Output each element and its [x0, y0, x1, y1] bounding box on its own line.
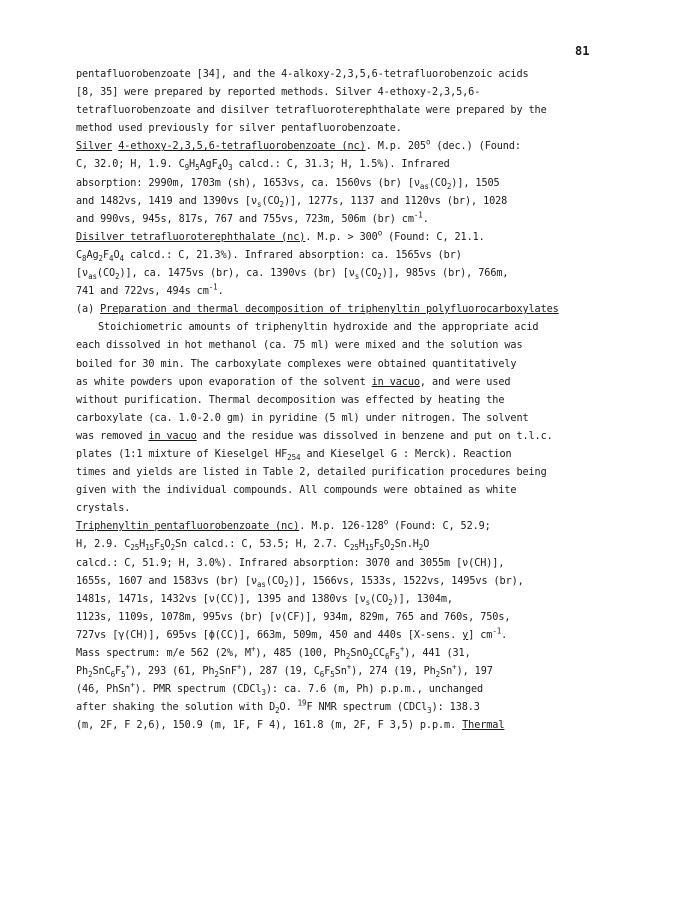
text-run: (CO	[96, 268, 116, 280]
text-run: H	[139, 539, 146, 551]
subscript: s	[354, 272, 360, 282]
text-run: given with the individual compounds. All compounds were obtained as white	[76, 485, 517, 497]
text-run: was removed	[76, 430, 149, 442]
text-run: SnF	[218, 666, 237, 678]
superscript: +	[452, 662, 457, 672]
text-run: ), 293 (61, Ph	[129, 666, 215, 678]
subscript: 2	[98, 253, 103, 263]
text-run: Triphenyltin pentafluorobenzoate (nc)	[76, 521, 300, 533]
text-line	[76, 66, 616, 84]
subscript: 254	[287, 453, 301, 462]
subscript: 5	[121, 670, 126, 680]
text-run: in vacuo	[371, 376, 420, 388]
text-run: [8, 35] were prepared by reported methods. Silver 4-ethoxy-2,3,5,6-	[76, 87, 481, 99]
text-line	[76, 482, 616, 500]
text-line	[76, 138, 616, 156]
text-line	[76, 283, 616, 301]
text-line	[76, 102, 616, 120]
text-run: Silver	[76, 141, 113, 153]
text-line	[76, 156, 616, 174]
text-run: SnC	[92, 666, 111, 678]
text-run: (m, 2F, F 2,6), 150.9 (m, 1F, F 4), 161.8 (m, 2F, F 3,5) p.p.m.	[76, 720, 463, 732]
text-run: (CO	[359, 268, 378, 280]
text-run: F	[115, 666, 122, 678]
text-run: Thermal	[462, 720, 505, 732]
text-run: crystals.	[76, 503, 131, 515]
text-line	[76, 663, 616, 681]
text-run: method used previously for silver pentafluorobenzoate.	[76, 123, 402, 135]
subscript: 2	[88, 670, 93, 680]
text-run: F	[389, 648, 396, 659]
text-run: )], 985vs (br), 766m,	[381, 268, 509, 280]
subscript: 3	[228, 163, 233, 173]
text-run: ), 287 (19, C	[241, 666, 320, 678]
superscript: o	[377, 228, 383, 238]
subscript: 5	[395, 652, 400, 662]
text-run: ): 138.3	[431, 702, 480, 714]
text-run: (CO	[265, 575, 284, 587]
text-run: (CO	[428, 177, 447, 189]
subscript: 9	[184, 163, 190, 173]
body-text	[76, 66, 616, 735]
superscript: +	[236, 662, 242, 672]
subscript: 2	[170, 543, 175, 553]
subscript: 25	[130, 543, 140, 553]
text-run: O	[164, 539, 171, 551]
text-run: F	[102, 249, 110, 261]
text-run: F	[373, 539, 380, 551]
text-line	[76, 337, 616, 355]
text-run: [ν	[76, 268, 89, 280]
text-run: .	[217, 286, 224, 298]
text-run: (Found: C, 21.1.	[382, 231, 485, 243]
text-run: )], 1277s, 1137 and 1120vs (br), 1028	[283, 195, 508, 207]
text-line	[76, 500, 616, 518]
text-line	[76, 356, 616, 374]
superscript: 19	[297, 698, 307, 708]
text-run: ), 441 (31,	[404, 648, 471, 659]
subscript: as	[257, 579, 266, 589]
text-run: ), 274 (19, Ph	[351, 666, 436, 678]
text-run: ). PMR spectrum (CDCl	[134, 684, 262, 696]
text-run: )], ca. 1475vs (br), ca. 1390vs (br) [ν	[119, 268, 355, 280]
subscript: as	[88, 272, 97, 282]
text-run: 4-ethoxy-2,3,5,6-tetrafluorobenzoate (nc)	[118, 141, 366, 153]
text-line	[76, 609, 616, 627]
subscript: 4	[109, 253, 114, 263]
text-run: Sn	[334, 666, 347, 678]
subscript: 2	[275, 706, 280, 716]
text-line	[76, 319, 616, 337]
text-line	[76, 555, 616, 573]
superscript: +	[399, 644, 405, 654]
text-run: y	[462, 629, 469, 641]
text-line	[76, 518, 616, 536]
text-run: (a)	[76, 304, 101, 316]
text-line	[76, 211, 616, 229]
subscript: 5	[160, 543, 165, 553]
text-run: 727vs [γ(CH)], 695vs [ϕ(CC)], 663m, 509m, 450 and 440s [X-sens.	[76, 629, 463, 641]
text-run: (CO	[261, 195, 280, 207]
text-run: (46, PhSn	[76, 684, 131, 696]
subscript: 6	[319, 670, 325, 680]
text-run: 1123s, 1109s, 1078m, 995vs (br) [ν(CF)], 934m, 829m, 765 and 760s, 750s,	[76, 611, 511, 623]
subscript: as	[419, 181, 429, 191]
text-line	[76, 536, 616, 554]
superscript: +	[125, 662, 130, 672]
text-line	[76, 229, 616, 247]
text-run: Sn	[440, 666, 453, 678]
subscript: 25	[349, 543, 359, 553]
text-run: ] cm	[468, 629, 493, 641]
text-line	[76, 392, 616, 410]
text-run: 1481s, 1471s, 1432vs [ν(CC)], 1395 and 1380vs [ν	[76, 593, 366, 605]
text-line	[76, 428, 616, 446]
text-run: calcd.: C, 21.3%). Infrared absorption: ca. 1565vs (br)	[123, 249, 462, 261]
subscript: 2	[390, 543, 395, 553]
text-run: Sn.H	[394, 539, 419, 551]
text-run: O.	[279, 702, 298, 714]
text-line	[76, 265, 616, 283]
text-run: F	[154, 539, 161, 551]
text-run: ): ca. 7.6 (m, Ph) p.p.m., unchanged	[265, 684, 484, 696]
text-run: Preparation and thermal decomposition of triphenyltin polyfluorocarboxylates	[100, 304, 559, 316]
text-run: after shaking the solution with D	[76, 702, 276, 714]
subscript: 5	[195, 163, 200, 173]
text-run: and 1482vs, 1419 and 1390vs [ν	[76, 195, 258, 207]
text-run: (Found: C, 52.9;	[388, 521, 491, 533]
text-run: H, 2.9. C	[76, 539, 131, 551]
text-run: and the residue was dissolved in benzene and put on t.l.c.	[196, 430, 553, 442]
superscript: o	[383, 517, 389, 527]
text-run: Ag	[86, 249, 99, 261]
superscript: -1	[492, 626, 502, 636]
text-run: in vacuo	[148, 430, 197, 442]
text-line	[76, 627, 616, 645]
text-run: each dissolved in hot methanol (ca. 75 ml) were mixed and the solution was	[76, 340, 523, 352]
subscript: 2	[283, 579, 289, 589]
text-run: . M.p. 126-128	[299, 521, 384, 533]
subscript: 2	[388, 597, 393, 607]
text-run: Stoichiometric amounts of triphenyltin hydroxide and the appropriate acid	[98, 322, 539, 334]
text-run: (dec.) (Found:	[430, 141, 521, 153]
text-run: O	[113, 249, 120, 261]
text-run: ), 197	[456, 666, 493, 678]
subscript: 2	[214, 670, 219, 680]
subscript: 3	[261, 688, 266, 698]
superscript: -1	[413, 210, 423, 220]
text-line	[76, 374, 616, 392]
subscript: 2	[345, 652, 351, 662]
subscript: 5	[379, 543, 385, 553]
text-run: C, 32.0; H, 1.9. C	[76, 159, 185, 171]
text-run: O	[384, 539, 391, 551]
subscript: 15	[364, 543, 374, 553]
text-run: , and were used	[419, 376, 511, 388]
text-run: calcd.: C, 51.9; H, 3.0%). Infrared absorption: 3070 and 3055m [ν(CH)],	[76, 557, 505, 569]
text-run: plates (1:1 mixture of Kieselgel HF	[76, 448, 288, 460]
text-run: carboxylate (ca. 1.0-2.0 gm) in pyridine (5 ml) under nitrogen. The solvent	[76, 412, 529, 424]
text-run: boiled for 30 min. The carboxylate complexes were obtained quantitatively	[76, 358, 517, 370]
text-run: 1655s, 1607 and 1583vs (br) [ν	[76, 575, 258, 587]
text-run: times and yields are listed in Table 2, detailed purification procedures being	[76, 467, 547, 479]
text-run: O	[222, 159, 229, 171]
subscript: s	[365, 597, 371, 607]
text-run: (CO	[370, 593, 389, 605]
text-run: F	[324, 666, 331, 678]
text-line	[76, 681, 616, 699]
text-run: Mass spectrum: m/e 562 (2%, M	[76, 648, 251, 659]
text-run: .	[422, 213, 429, 225]
text-run: calcd.: C, 31.3; H, 1.5%). Infrared	[232, 159, 450, 171]
text-run: C	[76, 249, 83, 261]
text-run: .	[501, 629, 508, 641]
text-run: )], 1566vs, 1533s, 1522vs, 1495vs (br),	[288, 575, 524, 587]
text-run: pentafluorobenzoate [34], and the 4-alkoxy-2,3,5,6-tetrafluorobenzoic acids	[76, 69, 529, 80]
text-run: and Kieselgel G : Merck). Reaction	[300, 448, 512, 460]
text-line	[76, 591, 616, 609]
subscript: 15	[145, 543, 155, 553]
subscript: 2	[377, 272, 382, 282]
text-run: tetrafluorobenzoate and disilver tetrafluoroterephthalate were prepared by the	[76, 105, 547, 117]
text-run: H	[189, 159, 196, 171]
text-run: without purification. Thermal decomposition was effected by heating the	[76, 394, 505, 406]
text-line	[76, 645, 616, 663]
superscript: -1	[208, 282, 218, 292]
text-run: )], 1304m,	[392, 593, 453, 605]
subscript: 2	[418, 543, 424, 553]
text-run: O	[423, 539, 430, 551]
text-run: ), 485 (100, Ph	[255, 648, 346, 659]
text-run: SnO	[350, 648, 369, 659]
text-line	[76, 446, 616, 464]
text-run: CC	[372, 648, 385, 659]
text-line	[76, 120, 616, 138]
text-line	[76, 573, 616, 591]
superscript: +	[250, 644, 256, 654]
superscript: o	[425, 137, 431, 147]
text-run: Disilver tetrafluoroterephthalate (nc)	[76, 231, 306, 243]
subscript: 4	[217, 163, 223, 173]
text-line	[76, 193, 616, 211]
superscript: +	[346, 662, 352, 672]
text-run: H	[358, 539, 365, 551]
subscript: 2	[368, 652, 373, 662]
subscript: 2	[435, 670, 441, 680]
text-line	[76, 717, 616, 735]
text-run: AgF	[199, 159, 218, 171]
text-line	[76, 464, 616, 482]
subscript: 2	[115, 272, 120, 282]
text-run: )], 1505	[451, 177, 500, 189]
subscript: 6	[110, 670, 116, 680]
text-run: F NMR spectrum (CDCl	[306, 702, 428, 714]
text-line	[76, 699, 616, 717]
text-line	[76, 175, 616, 193]
text-run: Sn calcd.: C, 53.5; H, 2.7. C	[174, 539, 350, 551]
text-line	[76, 301, 616, 319]
subscript: 6	[384, 652, 390, 662]
text-run: . M.p. > 300	[305, 231, 378, 243]
text-line	[76, 410, 616, 428]
subscript: 8	[82, 253, 87, 263]
text-run: 741 and 722vs, 494s cm	[76, 286, 209, 298]
subscript: 2	[446, 181, 452, 191]
text-run: Ph	[76, 666, 89, 678]
subscript: s	[257, 199, 262, 209]
subscript: 5	[330, 670, 335, 680]
text-run: as white powders upon evaporation of the solvent	[76, 376, 372, 388]
text-line	[76, 84, 616, 102]
text-run: absorption: 2990m, 1703m (sh), 1653vs, ca. 1560vs (br) [ν	[76, 177, 420, 189]
superscript: +	[130, 680, 135, 690]
subscript: 4	[119, 253, 124, 263]
subscript: 2	[279, 199, 284, 209]
text-run: . M.p. 205	[365, 141, 426, 153]
subscript: 3	[427, 706, 432, 716]
page-number: 81	[575, 44, 590, 58]
text-run: and 990vs, 945s, 817s, 767 and 755vs, 723m, 506m (br) cm	[76, 213, 414, 225]
text-line	[76, 247, 616, 265]
